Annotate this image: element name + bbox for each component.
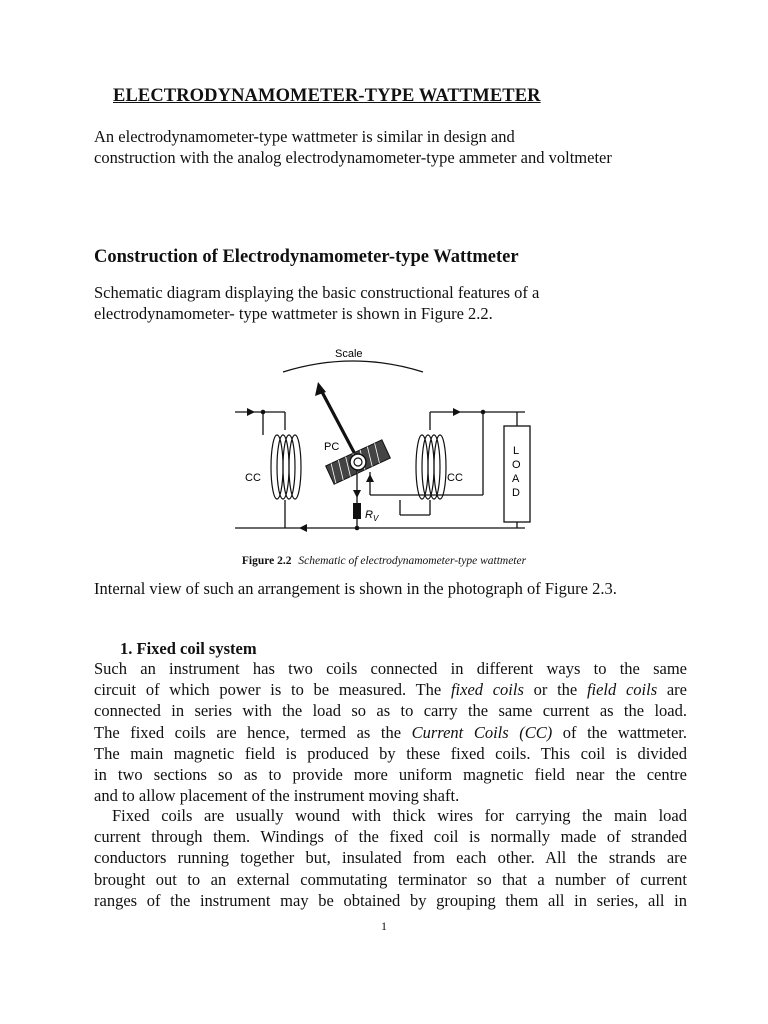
arrow-top-left: [247, 408, 255, 416]
page-title: ELECTRODYNAMOMETER-TYPE WATTMETER: [113, 86, 541, 106]
right-current-coil: [416, 435, 446, 499]
construction-heading: Construction of Electrodynamometer-type Wattmeter: [94, 247, 519, 267]
intro-line-2: construction with the analog electrodynamometer-type ammeter and voltmeter: [94, 148, 612, 167]
load-letter-o: O: [512, 459, 521, 471]
internal-view-sentence: Internal view of such an arrangement is shown in the photograph of Figure 2.3.: [94, 579, 617, 598]
schematic-paragraph: [94, 282, 539, 324]
rv-resistor: [353, 503, 361, 519]
arrow-bottom: [299, 524, 307, 532]
wattmeter-schematic-figure: [225, 340, 555, 540]
p2-line-5: ranges of the instrument may be obtained by grouping them all in series, all in: [94, 890, 687, 910]
figure-caption: [0, 555, 768, 567]
p1-line-3: connected in series with the load so as to carry the same current as the load.: [94, 701, 687, 721]
pc-lead-arrow: [353, 490, 361, 498]
p2-line-2: current through them. Windings of the fixed coil is normally made of stranded: [94, 827, 687, 847]
figure-caption-text: Schematic of electrodynamometer-type wattmeter: [298, 555, 527, 567]
p2-line-3: conductors running together but, insulated from each other. All the strands are: [94, 848, 687, 868]
left-current-coil: [271, 435, 301, 499]
wattmeter-schematic-diagram: [225, 340, 555, 540]
cc-right-label: CC: [447, 472, 463, 484]
load-letter-a: A: [512, 473, 520, 485]
intro-line-1: An electrodynamometer-type wattmeter is similar in design and: [94, 127, 515, 146]
section-1-paragraph-2: [94, 805, 687, 911]
node-top-right: [481, 410, 486, 415]
arrow-top-right: [453, 408, 461, 416]
section-1-heading: 1. Fixed coil system: [120, 639, 257, 658]
p1-line-6: in two sections so as to provide more uniform magnetic field near the centre: [94, 765, 687, 785]
p1-line-7: and to allow placement of the instrument moving shaft.: [94, 786, 460, 806]
load-letter-d: D: [512, 487, 520, 499]
node-bottom-rv: [355, 526, 360, 531]
page-number: 1: [381, 919, 387, 933]
section-1-paragraph-1: [94, 658, 687, 806]
figure-caption-number: Figure 2.2: [241, 555, 292, 567]
cc-left-label: CC: [245, 472, 261, 484]
intro-paragraph: [94, 126, 694, 168]
p1-line-2: circuit of which power is to be measured. The fixed coils or the field coils are: [94, 680, 687, 700]
p1-line-5: The main magnetic field is produced by these fixed coils. This coil is divided: [94, 743, 687, 763]
scale-label: Scale: [335, 348, 363, 360]
load-letter-l: L: [513, 445, 520, 457]
pc-label: PC: [324, 441, 340, 453]
rv-label: $R_V$: [365, 509, 379, 523]
p2-line-1: Fixed coils are usually wound with thick wires for carrying the main load: [112, 806, 687, 825]
p2-line-4: brought out to an external commutating terminator so that a number of current: [94, 869, 687, 889]
schematic-line-2: electrodynamometer- type wattmeter is shown in Figure 2.2.: [94, 304, 493, 323]
p1-line-1: Such an instrument has two coils connected in different ways to the same: [94, 659, 687, 678]
p1-line-4: The fixed coils are hence, termed as the Current Coils (CC) of the wattmeter.: [94, 722, 687, 742]
scale-arc: [283, 361, 423, 372]
pc-up-arrow: [366, 474, 374, 482]
schematic-line-1: Schematic diagram displaying the basic constructional features of a: [94, 283, 540, 302]
